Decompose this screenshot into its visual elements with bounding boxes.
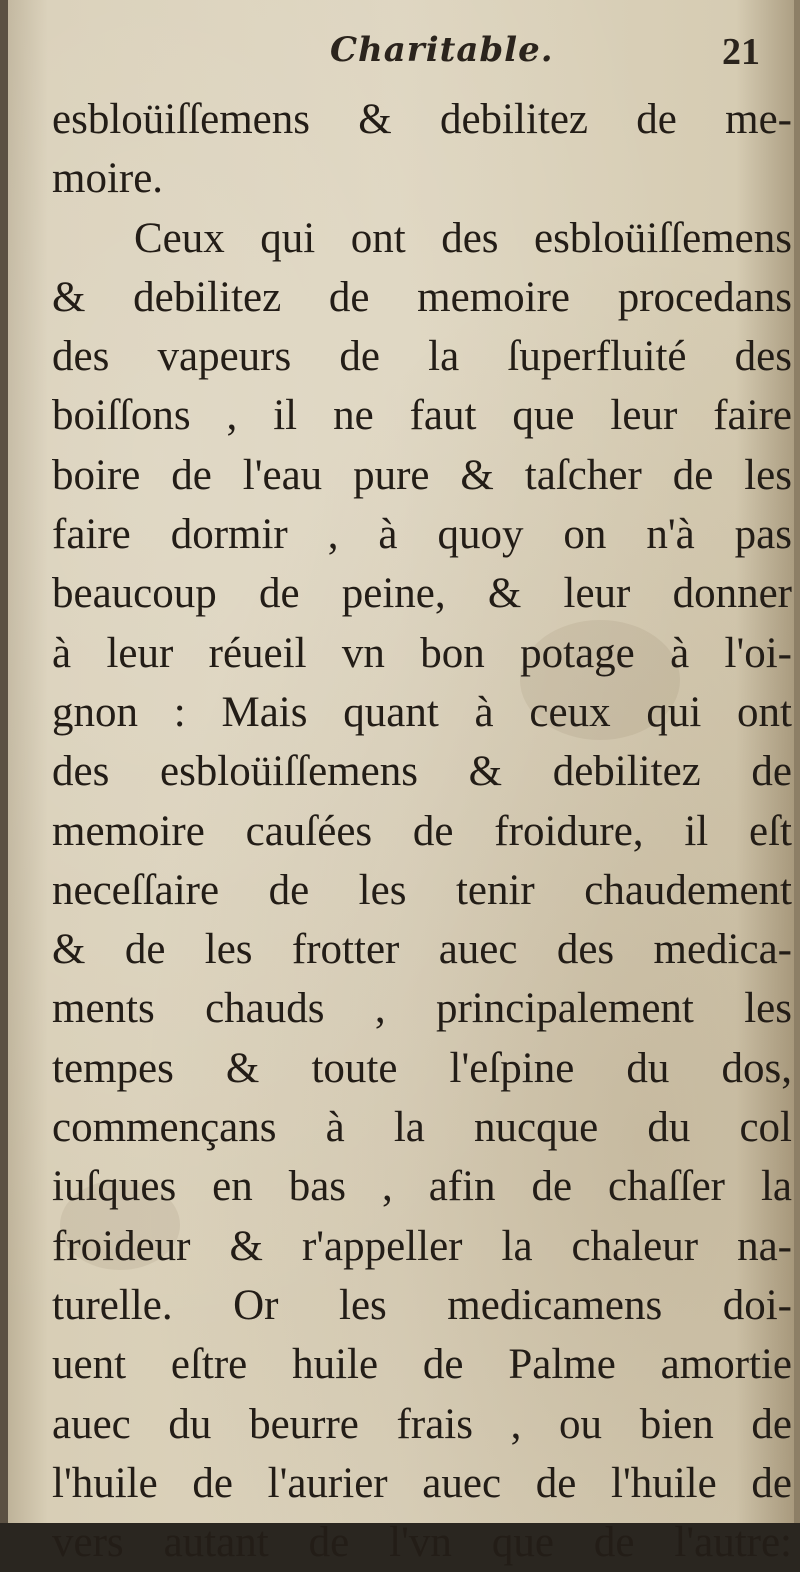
text-line: Ceux qui ont des esbloüiſſemens: [134, 214, 792, 262]
text-line: tempes & toute l'eſpine du dos,: [52, 1044, 792, 1092]
text-line: beaucoup de peine, & leur donner: [52, 570, 792, 618]
text-line: gnon : Mais quant à ceux qui ont: [52, 688, 792, 736]
text-line: neceſſaire de les tenir chaudement: [52, 866, 792, 914]
text-line: uent eſtre huile de Palme amortie: [52, 1341, 792, 1389]
text-line: l'huile de l'aurier auec de l'huile de: [52, 1459, 792, 1507]
body-text: [52, 90, 792, 1572]
text-line: des esbloüiſſemens & debilitez de: [52, 748, 792, 796]
text-line: esbloüiſſemens & debilitez de me-: [52, 96, 792, 143]
text-line: ments chauds , principalement les: [52, 985, 792, 1033]
text-line: turelle. Or les medicamens doi-: [52, 1281, 792, 1329]
text-line: memoire cauſées de froidure, il eſt: [52, 807, 792, 855]
text-line: boiſſons , il ne faut que leur faire: [52, 392, 792, 440]
text-line: iuſques en bas , afin de chaſſer la: [52, 1163, 792, 1211]
page-header: [80, 22, 770, 92]
text-line: boire de l'eau pure & taſcher de les: [52, 451, 792, 499]
running-title: Charitable.: [330, 30, 554, 70]
text-line: faire dormir , à quoy on n'à pas: [52, 511, 792, 559]
text-line: moire.: [52, 155, 164, 203]
text-line: & de les frotter auec des medica-: [52, 926, 792, 974]
text-line: & debilitez de memoire procedans: [52, 273, 792, 321]
text-line: froideur & r'appeller la chaleur na-: [52, 1222, 792, 1270]
text-line: commençans à la nucque du col: [52, 1104, 792, 1152]
text-line: vers autant de l'vn que de l'autre:: [52, 1519, 792, 1567]
page-number: 21: [722, 31, 760, 73]
text-line: auec du beurre frais , ou bien de: [52, 1400, 792, 1448]
text-line: des vapeurs de la ſuperfluité des: [52, 333, 792, 381]
text-line: à leur réueil vn bon potage à l'oi-: [52, 629, 792, 677]
